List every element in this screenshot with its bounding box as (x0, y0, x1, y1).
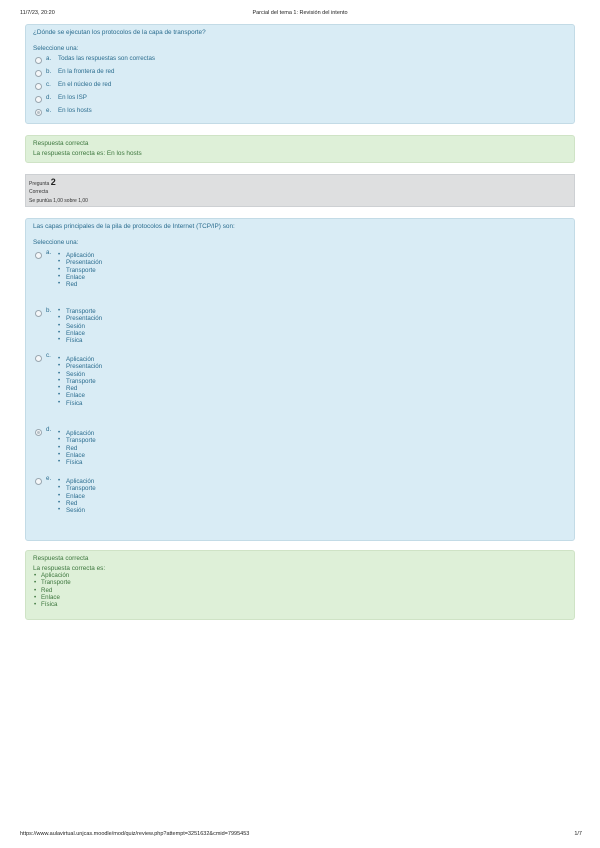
footer-url[interactable]: https://www.aulavirtual.unjcas.moodle/mod/quiz/review.php?attempt=3251632&cmid=7995453 (20, 831, 250, 837)
q2-option-d-list[interactable] (57, 430, 96, 466)
q2-option-a-list[interactable] (57, 252, 102, 288)
list-item: • Física (33, 601, 71, 608)
list-item: • Presentación (57, 259, 102, 266)
feedback-1-title: Respuesta correcta (33, 140, 89, 147)
q2-option-e-letter: e. (46, 475, 52, 482)
q2-option-c-radio[interactable] (35, 355, 42, 362)
list-item: • Enlace (57, 452, 96, 459)
list-item: • Red (57, 445, 96, 452)
q1-option-a-radio[interactable] (35, 57, 42, 64)
q2-option-e-list[interactable] (57, 478, 96, 514)
print-datetime: 11/7/23, 20:20 (20, 10, 55, 16)
q1-option-e-text[interactable]: En los hosts (58, 107, 92, 114)
feedback-1-answer: La respuesta correcta es: En los hosts (33, 150, 142, 157)
feedback-2-answer-label: La respuesta correcta es: (33, 565, 106, 572)
list-item: • Sesión (57, 371, 102, 378)
q2-option-a-radio[interactable] (35, 252, 42, 259)
question-2-feedback (25, 550, 575, 620)
feedback-2-answer-list (33, 572, 71, 608)
question-2-status: Correcta (29, 189, 49, 195)
question-2-prompt: Seleccione una: (33, 239, 79, 246)
question-2-info (25, 174, 575, 207)
question-1-text: ¿Dónde se ejecutan los protocolos de la capa de transporte? (33, 29, 206, 36)
question-2-score: Se puntúa 1,00 sobre 1,00 (29, 198, 88, 204)
question-label-text: Pregunta (29, 181, 50, 187)
list-item: • Red (57, 500, 96, 507)
q2-option-b-list[interactable] (57, 308, 102, 344)
question-1-prompt: Seleccione una: (33, 45, 79, 52)
list-item: • Transporte (57, 308, 102, 315)
q1-option-d-radio[interactable] (35, 96, 42, 103)
q1-option-d-text[interactable]: En los ISP (58, 94, 87, 101)
list-item: • Enlace (57, 274, 102, 281)
q2-option-a-letter: a. (46, 249, 52, 256)
q1-option-a-text[interactable]: Todas las respuestas son correctas (58, 55, 155, 62)
q1-option-b-radio[interactable] (35, 70, 42, 77)
q2-option-b-radio[interactable] (35, 310, 42, 317)
list-item: • Enlace (33, 594, 71, 601)
list-item: • Aplicación (57, 430, 96, 437)
list-item: • Física (57, 400, 102, 407)
q1-option-e-radio-selected[interactable] (35, 109, 42, 116)
q1-option-b-letter: b. (46, 68, 52, 75)
list-item: • Presentación (57, 315, 102, 322)
q2-option-c-letter: c. (46, 352, 51, 359)
list-item: • Aplicación (57, 356, 102, 363)
list-item: • Presentación (57, 363, 102, 370)
list-item: • Aplicación (33, 572, 71, 579)
question-2-label (29, 177, 56, 187)
q1-option-c-text[interactable]: En el núcleo de red (58, 81, 112, 88)
question-2-text: Las capas principales de la pila de protocolos de Internet (TCP/IP) son: (33, 223, 235, 230)
list-item: • Transporte (57, 267, 102, 274)
list-item: • Enlace (57, 493, 96, 500)
list-item: • Transporte (33, 579, 71, 586)
list-item: • Física (57, 459, 96, 466)
list-item: • Sesión (57, 323, 102, 330)
question-1-feedback (25, 135, 575, 163)
list-item: • Sesión (57, 507, 96, 514)
list-item: • Transporte (57, 485, 96, 492)
q1-option-e-letter: e. (46, 107, 52, 114)
question-number: 2 (50, 177, 56, 187)
list-item: • Aplicación (57, 252, 102, 259)
list-item: • Red (57, 385, 102, 392)
list-item: • Aplicación (57, 478, 96, 485)
list-item: • Red (33, 587, 71, 594)
list-item: • Transporte (57, 437, 96, 444)
list-item: • Enlace (57, 392, 102, 399)
list-item: • Transporte (57, 378, 102, 385)
list-item: • Enlace (57, 330, 102, 337)
q2-option-c-list[interactable] (57, 356, 102, 407)
q1-option-a-letter: a. (46, 55, 52, 62)
q1-option-b-text[interactable]: En la frontera de red (58, 68, 115, 75)
q2-option-d-radio-selected[interactable] (35, 429, 42, 436)
question-1-box (25, 24, 575, 124)
page-title: Parcial del tema 1: Revisión del intento (252, 10, 348, 16)
list-item: • Red (57, 281, 102, 288)
q1-option-c-letter: c. (46, 81, 51, 88)
q2-option-d-letter: d. (46, 426, 52, 433)
q1-option-d-letter: d. (46, 94, 52, 101)
list-item: • Física (57, 337, 102, 344)
q2-option-b-letter: b. (46, 307, 52, 314)
question-2-box (25, 218, 575, 541)
q1-option-c-radio[interactable] (35, 83, 42, 90)
page-number: 1/7 (574, 831, 582, 837)
feedback-2-title: Respuesta correcta (33, 555, 89, 562)
q2-option-e-radio[interactable] (35, 478, 42, 485)
